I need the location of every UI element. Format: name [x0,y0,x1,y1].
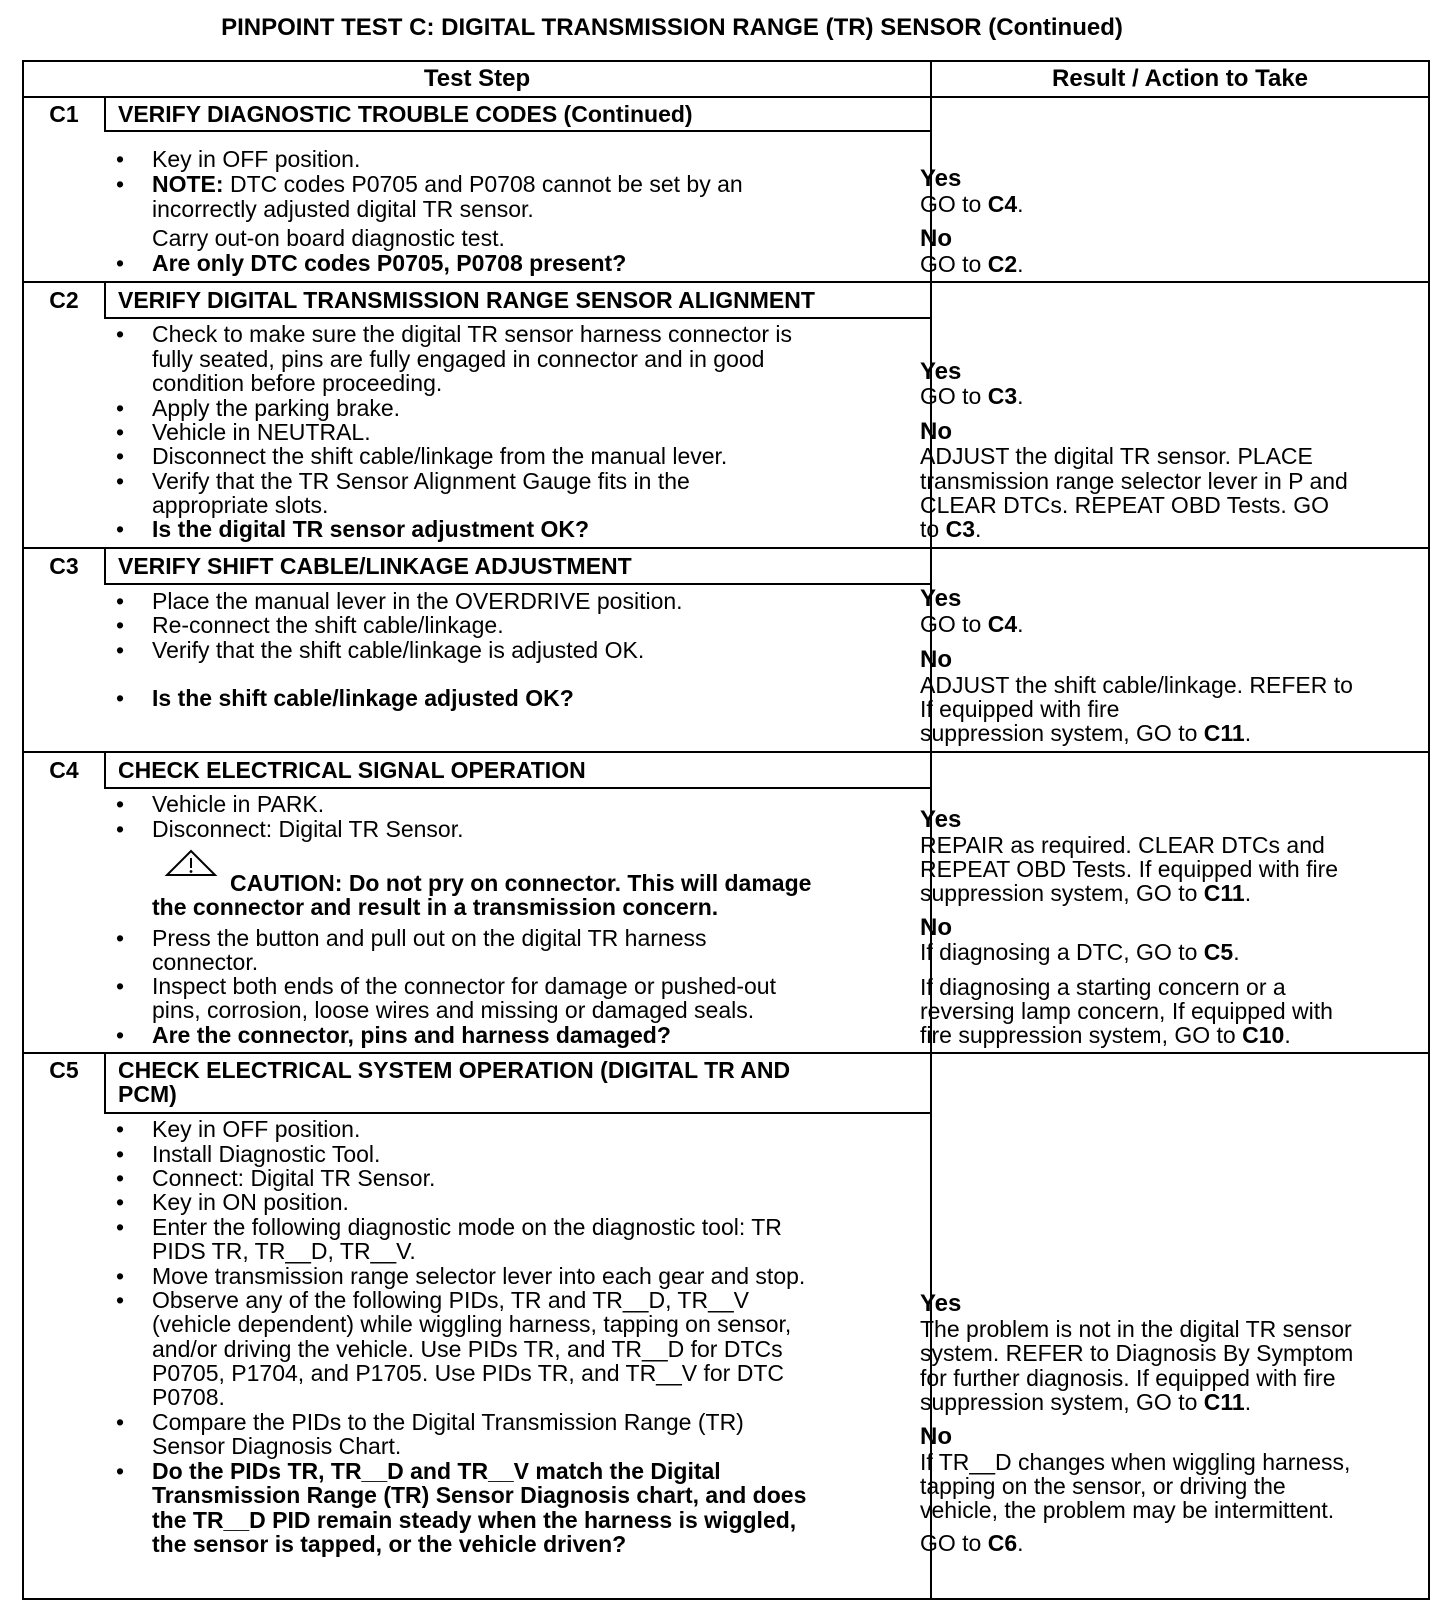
pinpoint-test-table [22,60,1430,1600]
caution-text: the connector and result in a transmission concern. [152,894,719,920]
bullet: • [116,1022,125,1048]
result-no-action: If diagnosing a DTC, GO to C5. [920,939,1240,965]
result-no-label: No [920,914,952,941]
result-yes-label: Yes [920,585,962,612]
step-question: Is the shift cable/linkage adjusted OK? [152,685,574,711]
bullet: • [116,321,125,347]
caution-text: CAUTION: Do not pry on connector. This will damage [230,870,812,896]
result-yes-action: REPAIR as required. CLEAR DTCs and [920,832,1325,858]
row-divider [24,96,1428,98]
result-no-action: fire suppression system, GO to C10. [920,1022,1291,1048]
step-instruction: Key in OFF position. [152,146,361,172]
step-reference: C5 [1203,939,1234,965]
result-no-action: suppression system, GO to C11. [920,720,1252,746]
result-yes-action: GO to C3. [920,383,1024,409]
step-instruction: Key in OFF position. [152,1116,361,1142]
step-instruction: fully seated, pins are fully engaged in connector and in good [152,346,765,372]
step-question: Transmission Range (TR) Sensor Diagnosis chart, and does [152,1482,807,1508]
bullet: • [116,171,125,197]
step-instruction: P0705, P1704, and P1705. Use PIDs TR, and TR__V for DTC [152,1360,784,1386]
step-instruction: (vehicle dependent) while wiggling harness, tapping on sensor, [152,1311,792,1337]
bullet: • [116,685,125,711]
step-id-divider [104,753,106,789]
bullet: • [116,1189,125,1215]
step-instruction: PIDS TR, TR__D, TR__V. [152,1238,416,1264]
result-no-action: vehicle, the problem may be intermittent. [920,1497,1335,1523]
header-result: Result / Action to Take [1051,65,1309,92]
step-id: C2 [49,287,79,313]
result-no-action: If diagnosing a starting concern or a [920,974,1286,1000]
step-instruction: Disconnect: Digital TR Sensor. [152,816,464,842]
step-id: C3 [49,553,79,579]
step-instruction: P0708. [152,1384,225,1410]
step-question: Are the connector, pins and harness damaged? [152,1022,671,1048]
result-yes-label: Yes [920,358,962,385]
step-instruction: Observe any of the following PIDs, TR and TR__D, TR__V [152,1287,750,1313]
step-reference: C10 [1242,1022,1285,1048]
step-id: C4 [49,757,79,783]
header-test-step: Test Step [423,65,531,92]
result-yes-action: The problem is not in the digital TR sensor [920,1316,1352,1342]
step-reference: C11 [1203,880,1245,906]
step-instruction: pins, corrosion, loose wires and missing or damaged seals. [152,997,755,1023]
result-yes-action: for further diagnosis. If equipped with fire [920,1365,1336,1391]
step-id-divider [104,283,106,319]
step-instruction: Key in ON position. [152,1189,349,1215]
step-instruction: Connect: Digital TR Sensor. [152,1165,436,1191]
step-id-divider [104,1054,106,1114]
result-yes-label: Yes [920,1290,962,1317]
step-reference: C4 [987,191,1018,217]
step-heading: CHECK ELECTRICAL SIGNAL OPERATION [118,757,586,783]
step-question: Are only DTC codes P0705, P0708 present? [152,250,627,276]
bullet: • [116,816,125,842]
bullet: • [116,1263,125,1289]
result-no-action: If TR__D changes when wiggling harness, [920,1449,1351,1475]
bullet: • [116,250,125,276]
heading-divider [104,583,932,585]
step-id: C1 [49,101,79,127]
result-no-label: No [920,1423,952,1450]
step-heading: VERIFY DIGITAL TRANSMISSION RANGE SENSOR ALIGNMENT [118,287,815,313]
step-instruction: condition before proceeding. [152,370,443,396]
bullet: • [116,419,125,445]
result-no-label: No [920,225,952,252]
result-no-action: If equipped with fire [920,696,1120,722]
bullet: • [116,588,125,614]
step-id-divider [104,96,106,132]
result-no-action: reversing lamp concern, If equipped with [920,998,1333,1024]
step-instruction: Verify that the shift cable/linkage is adjusted OK. [152,637,645,663]
result-no-label: No [920,646,952,673]
note-text: DTC codes P0705 and P0708 cannot be set by an [223,171,743,197]
result-yes-action: suppression system, GO to C11. [920,880,1252,906]
step-instruction: Inspect both ends of the connector for damage or pushed-out [152,973,776,999]
heading-divider [104,787,932,789]
bullet: • [116,973,125,999]
bullet: • [116,468,125,494]
row-divider [24,281,1428,283]
step-note: incorrectly adjusted digital TR sensor. [152,196,534,222]
step-instruction: Vehicle in NEUTRAL. [152,419,371,445]
result-yes-action: REPEAT OBD Tests. If equipped with fire [920,856,1339,882]
heading-divider [104,317,932,319]
step-instruction: Re-connect the shift cable/linkage. [152,612,504,638]
result-no-action: tapping on the sensor, or driving the [920,1473,1286,1499]
step-id: C5 [49,1057,79,1083]
warning-triangle-icon [164,848,218,878]
step-instruction: Sensor Diagnosis Chart. [152,1433,402,1459]
result-no-action: ADJUST the shift cable/linkage. REFER to [920,672,1353,698]
bullet: • [116,1141,125,1167]
step-instruction: Vehicle in PARK. [152,791,325,817]
step-instruction: appropriate slots. [152,492,329,518]
result-no-action: GO to C2. [920,251,1024,277]
row-divider [24,751,1428,753]
step-instruction: Enter the following diagnostic mode on the diagnostic tool: TR [152,1214,782,1240]
note-label: NOTE: [152,171,224,197]
result-yes-action: GO to C4. [920,191,1024,217]
step-instruction: connector. [152,949,259,975]
step-heading: VERIFY SHIFT CABLE/LINKAGE ADJUSTMENT [118,553,632,579]
step-instruction: Press the button and pull out on the digital TR harness [152,925,707,951]
step-instruction: Check to make sure the digital TR sensor harness connector is [152,321,793,347]
step-heading: VERIFY DIAGNOSTIC TROUBLE CODES (Continued) [118,101,693,127]
step-question: Is the digital TR sensor adjustment OK? [152,516,590,542]
bullet: • [116,1165,125,1191]
result-no-action: CLEAR DTCs. REPEAT OBD Tests. GO [920,492,1329,518]
step-instruction: and/or driving the vehicle. Use PIDs TR, and TR__D for DTCs [152,1336,783,1362]
bullet: • [116,1116,125,1142]
result-no-action: GO to C6. [920,1530,1024,1556]
result-no-label: No [920,418,952,445]
page-title: PINPOINT TEST C: DIGITAL TRANSMISSION RANGE (TR) SENSOR (Continued) [221,14,1123,41]
step-reference: C11 [1203,720,1245,746]
result-no-action: transmission range selector lever in P and [920,468,1348,494]
step-reference: C3 [945,516,975,542]
row-divider [24,1052,1428,1054]
result-no-action: ADJUST the digital TR sensor. PLACE [920,443,1313,469]
step-reference: C6 [987,1530,1018,1556]
step-instruction: Install Diagnostic Tool. [152,1141,381,1167]
result-yes-label: Yes [920,806,962,833]
step-id-divider [104,549,106,585]
step-reference: C11 [1203,1389,1245,1415]
bullet: • [116,443,125,469]
bullet: • [116,637,125,663]
result-no-action: to C3. [920,516,982,542]
step-instruction: Verify that the TR Sensor Alignment Gauge fits in the [152,468,690,494]
bullet: • [116,1458,125,1484]
step-reference: C2 [987,251,1018,277]
bullet: • [116,612,125,638]
bullet: • [116,1287,125,1313]
step-reference: C4 [987,611,1018,637]
bullet: • [116,1409,125,1435]
result-yes-label: Yes [920,165,962,192]
step-question: the TR__D PID remain steady when the harness is wiggled, [152,1507,797,1533]
result-yes-action: GO to C4. [920,611,1024,637]
bullet: • [116,146,125,172]
step-instruction: Apply the parking brake. [152,395,401,421]
step-heading: CHECK ELECTRICAL SYSTEM OPERATION (DIGITAL TR AND [118,1057,791,1083]
step-instruction: Carry out-on board diagnostic test. [152,225,505,251]
step-note [152,172,743,197]
step-instruction: Disconnect the shift cable/linkage from the manual lever. [152,443,728,469]
row-divider [24,547,1428,549]
bullet: • [116,1214,125,1240]
heading-divider [104,1112,932,1114]
bullet: • [116,925,125,951]
heading-divider [104,130,932,132]
step-heading: PCM) [118,1081,177,1107]
bullet: • [116,791,125,817]
bullet: • [116,395,125,421]
step-reference: C3 [987,383,1018,409]
step-instruction: Place the manual lever in the OVERDRIVE position. [152,588,683,614]
bullet: • [116,516,125,542]
step-instruction: Move transmission range selector lever into each gear and stop. [152,1263,806,1289]
result-yes-action: suppression system, GO to C11. [920,1389,1252,1415]
step-question: the sensor is tapped, or the vehicle driven? [152,1531,627,1557]
step-question: Do the PIDs TR, TR__D and TR__V match the Digital [152,1458,721,1484]
result-yes-action: system. REFER to Diagnosis By Symptom [920,1340,1354,1366]
step-instruction: Compare the PIDs to the Digital Transmission Range (TR) [152,1409,744,1435]
